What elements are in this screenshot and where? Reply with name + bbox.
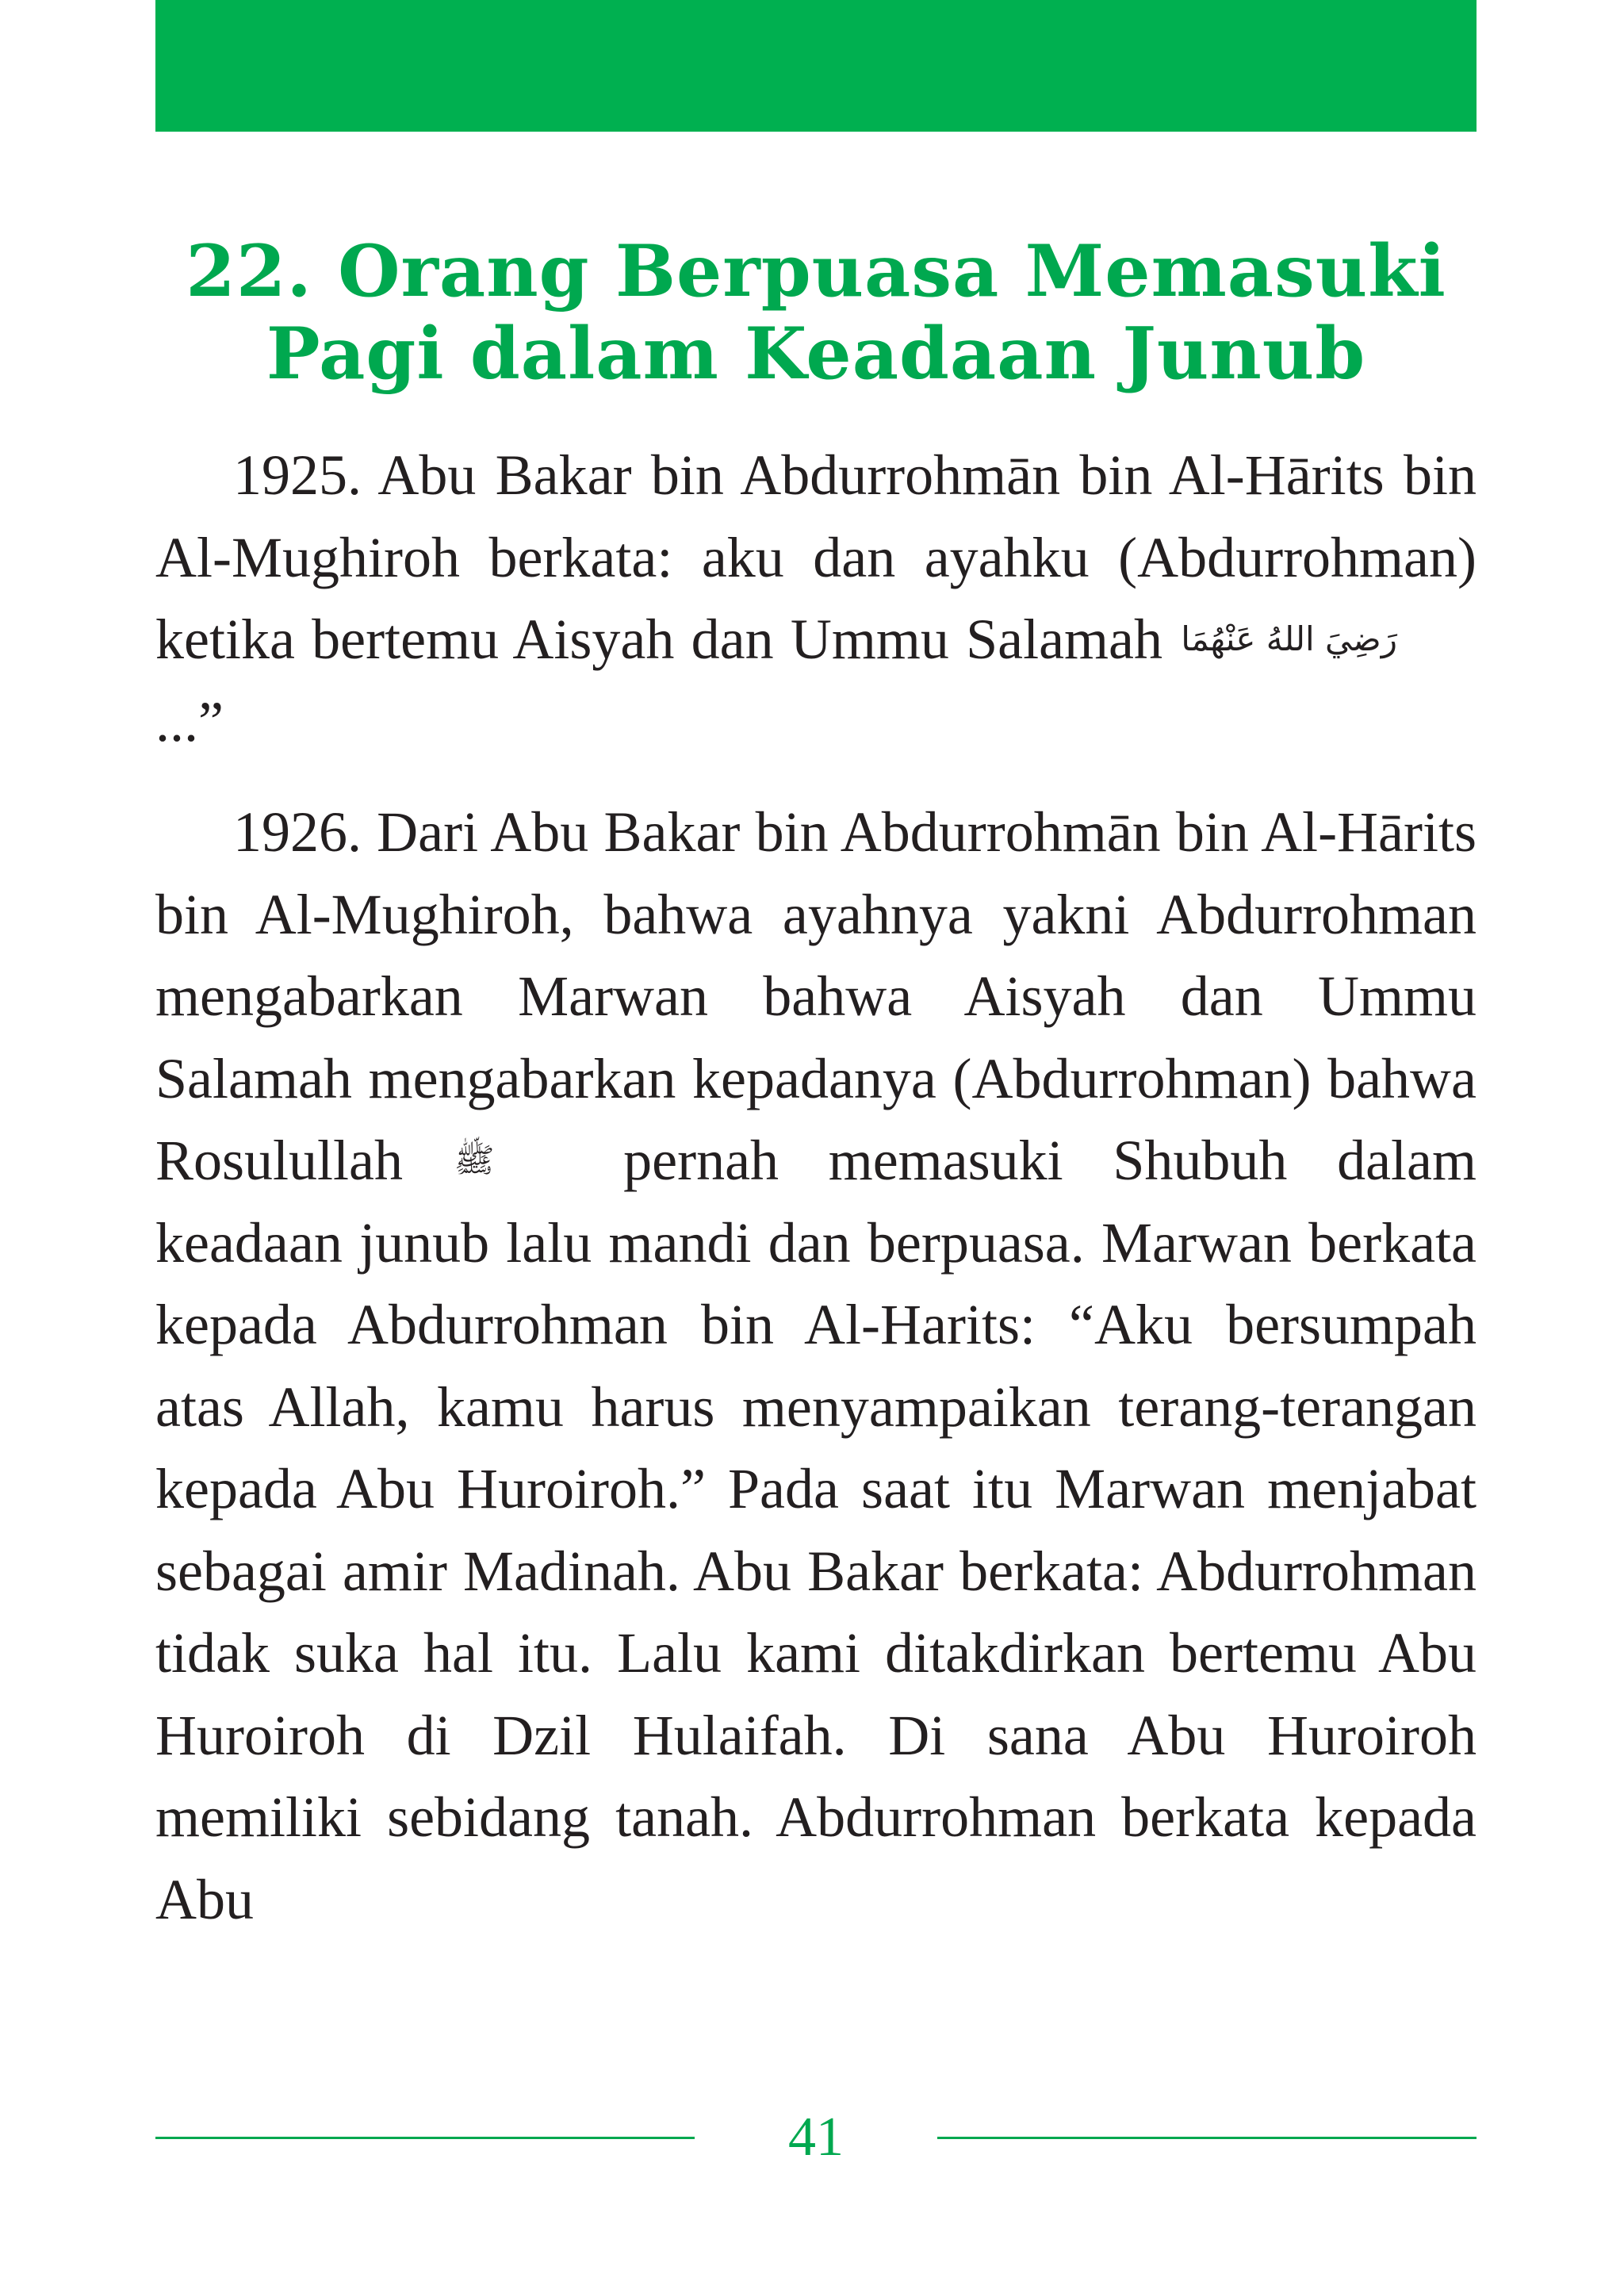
body-text xyxy=(155,435,1477,1941)
paragraph-text: 1925. Abu Bakar bin Abdurrohmān bin Al-Hārits bin Al-Mughiroh berkata: aku dan ayahku (Abdurrohman) ketika bertemu Aisyah dan Ummu Salamah xyxy=(155,443,1477,671)
paragraph-text: pernah memasuki Shubuh dalam keadaan junub lalu mandi dan berpuasa. Marwan berkata kepada Abdurrohman bin Al-Harits: “Aku bersumpah atas Allah, kamu harus menyampaikan terang-terangan kepada Abu Huroiroh.” Pada saat itu Marwan menjabat sebagai amir Madinah. Abu Bakar berkata: Abdurrohman tidak suka hal itu. Lalu kami ditakdirkan bertemu Abu Huroiroh di Dzil Hulaifah. Di sana Abu Huroiroh memiliki sebidang tanah. Abdurrohman berkata kepada Abu xyxy=(155,1129,1477,1931)
sallallahu-alaihi-wasallam-ligature: ﷺ xyxy=(454,1141,495,1179)
footer-rule-right xyxy=(937,2137,1477,2139)
chapter-title xyxy=(155,230,1477,395)
paragraph-text: ...” xyxy=(155,689,224,753)
chapter-title-line-1: 22. Orang Berpuasa Memasuki xyxy=(186,229,1446,313)
paragraph-text: 1926. Dari Abu Bakar bin Abdurrohmān bin Al-Hārits bin Al-Mughiroh, bahwa ayahnya yakni Abdurrohman mengabarkan Marwan bahwa Aisyah dan Ummu Salamah mengabarkan kepadanya (Abdurrohman) bahwa Rosulullah xyxy=(155,800,1477,1192)
paragraph-hadith-1926 xyxy=(155,792,1477,1941)
radhiyallahu-anhuma-ligature: رَضِيَ اللهُ عَنْهُمَا xyxy=(1181,619,1397,658)
page-footer xyxy=(155,2102,1477,2173)
header-color-band xyxy=(155,0,1477,132)
page-number: 41 xyxy=(788,2107,844,2168)
footer-rule-left xyxy=(155,2137,695,2139)
paragraph-hadith-1925 xyxy=(155,435,1477,763)
chapter-title-line-2: Pagi dalam Keadaan Junub xyxy=(266,312,1366,396)
